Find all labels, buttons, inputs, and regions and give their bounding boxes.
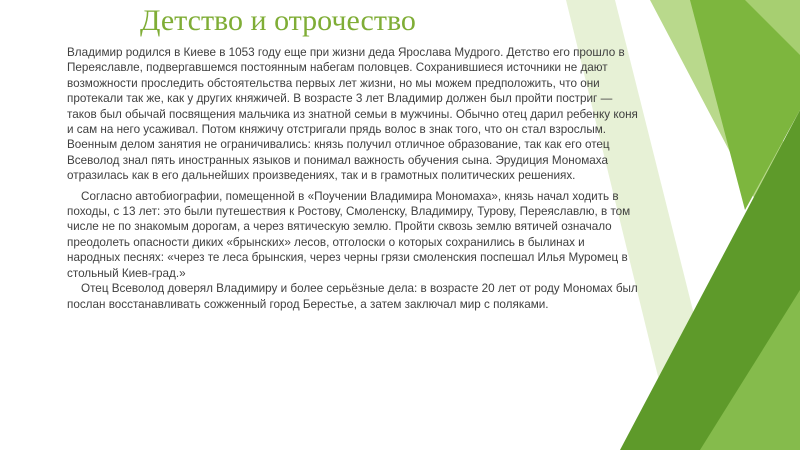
paragraph-campaigns-text: Согласно автобиографии, помещенной в «Поучении Владимира Мономаха», князь начал ходить в походы, с 13 лет: это были путешествия к Ростову, Смоленску, Владимиру, Турову, Переяславлю, в том числе не по знакомым дорогам, а через вятическую землю. Пройти сквозь землю вятичей означало преодолеть опасности диких «брынских» лесов, отголоски о которых сохранились в былинах и народных песнях: «через те леса брынския, через черны грязи смоленския поспешал Илья Муромец в стольный Киев-град.» — [67, 189, 631, 280]
paragraph-childhood: Владимир родился в Киеве в 1053 году еще при жизни деда Ярослава Мудрого. Детство его прошло в Переяславле, подвергавшемся постоянным набегам половцев. Сохранившиеся источники не дают возможности проследить обстоятельства первых лет жизни, но мы можем предположить, что они протекали так же, как у других княжичей. В возрасте 3 лет Владимир должен был пройти постриг — таков был обычай посвящения мальчика из знатной семьи в мужчины. Обычно отец дарил ребенку коня и сам на него усаживал. Потом княжичу отстригали прядь волос в знак того, что он стал взрослым. Военным делом занятия не ограничивались: князь получил отличное образование, так как его отец Всеволод знал пять иностранных языков и понимал важность обучения сына. Эрудиция Мономаха отразилась как в его дальнейших произведениях, так и в грамотных политических решениях. — [67, 46, 638, 183]
slide-title: Детство и отрочество — [140, 4, 416, 37]
paragraph-campaigns — [67, 189, 639, 281]
slide-body — [67, 45, 639, 312]
paragraph-berestye — [67, 281, 639, 312]
paragraph-berestye-text: Отец Всеволод доверял Владимиру и более серьёзные дела: в возрасте 20 лет от роду Мономах был послан восстанавливать сожженный город Берестье, а затем заключал мир с поляками. — [67, 282, 638, 311]
